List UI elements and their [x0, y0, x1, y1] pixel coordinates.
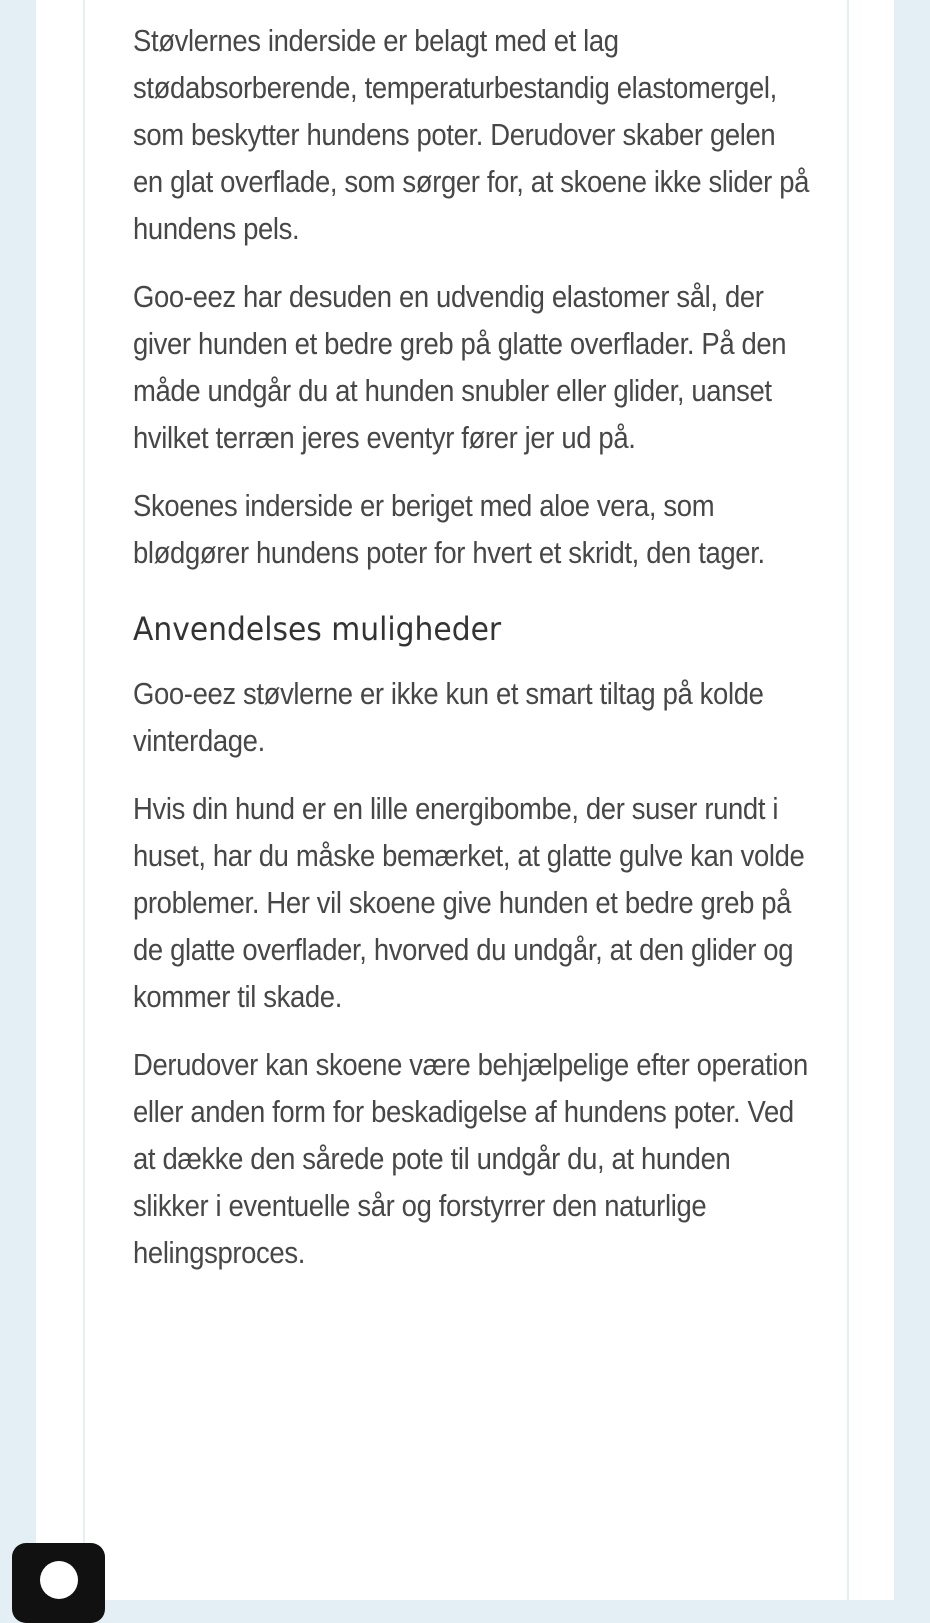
article-content: [133, 18, 813, 1298]
page-container: [36, 0, 894, 1600]
paragraph-aloe-vera: Skoenes inderside er beriget med aloe vera, som blødgører hundens poter for hvert et skridt, den tager.: [133, 489, 765, 570]
paragraph-slippery-floors: Hvis din hund er en lille energibombe, der suser rundt i huset, har du måske bemærket, at glatte gulve kan volde problemer. Her vil skoene give hunden et bedre greb på de glatte overflader, hvorved du undgår, at den glider og kommer til skade.: [133, 792, 805, 1014]
chat-icon: [40, 1561, 78, 1599]
paragraph-gel-lining: Støvlernes inderside er belagt med et lag stødabsorberende, temperaturbestandig elastomergel, som beskytter hundens poter. Derudover skaber gelen en glat overflade, som sørger for, at skoene ikke slider på hundens pels.: [133, 24, 810, 246]
paragraph-outer-sole: Goo-eez har desuden en udvendig elastomer sål, der giver hunden et bedre greb på glatte overflader. På den måde undgår du at hunden snubler eller glider, uanset hvilket terræn jeres eventyr fører jer ud på.: [133, 280, 787, 455]
chat-widget-button[interactable]: [12, 1543, 105, 1623]
paragraph-winter-days: Goo-eez støvlerne er ikke kun et smart tiltag på kolde vinterdage.: [133, 677, 764, 758]
article-card: [83, 0, 849, 1600]
paragraph-after-surgery: Derudover kan skoene være behjælpelige efter operation eller anden form for beskadigelse af hundens poter. Ved at dække den sårede pote til undgår du, at hunden slikker i eventuelle sår og forstyrrer den naturlige helingsproces.: [133, 1048, 808, 1270]
section-heading: Anvendelses muligheder: [133, 610, 502, 648]
